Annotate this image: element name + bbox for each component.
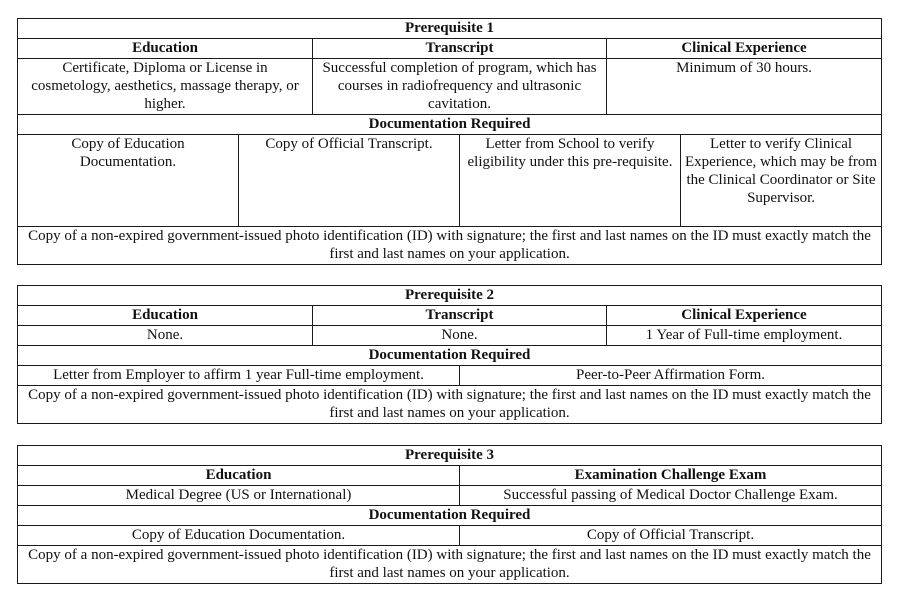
- spacer: [17, 424, 881, 445]
- prerequisite-1-table: [17, 18, 882, 265]
- education-header: Education: [18, 306, 313, 326]
- education-value: Certificate, Diploma or License in cosmetology, aesthetics, massage therapy, or higher.: [18, 59, 313, 115]
- clinical-experience-header: Clinical Experience: [607, 39, 882, 59]
- documentation-required-header: Documentation Required: [18, 115, 882, 135]
- clinical-experience-value: 1 Year of Full-time employment.: [607, 326, 882, 346]
- id-requirement: Copy of a non-expired government-issued photo identification (ID) with signature; the first and last names on the ID must exactly match the first and last names on your application.: [18, 546, 882, 584]
- transcript-header: Transcript: [313, 306, 607, 326]
- documentation-item: Copy of Official Transcript.: [239, 135, 460, 227]
- education-value: Medical Degree (US or International): [18, 486, 460, 506]
- documentation-item: Copy of Official Transcript.: [460, 526, 882, 546]
- prerequisite-2-table: [17, 285, 882, 424]
- education-value: None.: [18, 326, 313, 346]
- examination-challenge-exam-header: Examination Challenge Exam: [460, 466, 882, 486]
- prerequisite-3-table: [17, 445, 882, 584]
- documentation-item: Peer-to-Peer Affirmation Form.: [460, 366, 882, 386]
- examination-value: Successful passing of Medical Doctor Challenge Exam.: [460, 486, 882, 506]
- documentation-required-header: Documentation Required: [18, 346, 882, 366]
- clinical-experience-header: Clinical Experience: [607, 306, 882, 326]
- documentation-item: Copy of Education Documentation.: [18, 526, 460, 546]
- prerequisite-2-title: Prerequisite 2: [18, 286, 882, 306]
- transcript-value: Successful completion of program, which has courses in radiofrequency and ultrasonic cavitation.: [313, 59, 607, 115]
- education-header: Education: [18, 39, 313, 59]
- transcript-value: None.: [313, 326, 607, 346]
- documentation-item: Letter to verify Clinical Experience, which may be from the Clinical Coordinator or Site Supervisor.: [681, 135, 882, 227]
- transcript-header: Transcript: [313, 39, 607, 59]
- spacer: [17, 265, 881, 285]
- prerequisite-3-title: Prerequisite 3: [18, 446, 882, 466]
- id-requirement: Copy of a non-expired government-issued photo identification (ID) with signature; the first and last names on the ID must exactly match the first and last names on your application.: [18, 386, 882, 424]
- education-header: Education: [18, 466, 460, 486]
- documentation-required-header: Documentation Required: [18, 506, 882, 526]
- clinical-experience-value: Minimum of 30 hours.: [607, 59, 882, 115]
- documentation-item: Copy of Education Documentation.: [18, 135, 239, 227]
- documentation-item: Letter from Employer to affirm 1 year Full-time employment.: [18, 366, 460, 386]
- documentation-item: Letter from School to verify eligibility under this pre-requisite.: [460, 135, 681, 227]
- prerequisite-1-title: Prerequisite 1: [18, 19, 882, 39]
- page: [17, 18, 881, 584]
- id-requirement: Copy of a non-expired government-issued photo identification (ID) with signature; the first and last names on the ID must exactly match the first and last names on your application.: [18, 227, 882, 265]
